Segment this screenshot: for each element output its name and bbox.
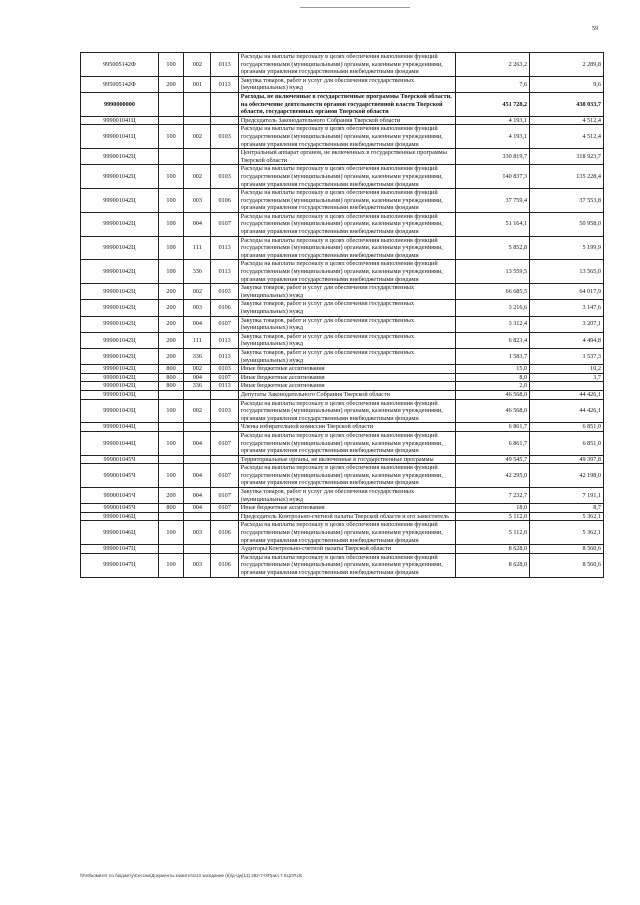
amount-year1-cell: 4 193,1 [456, 116, 530, 125]
description-cell: Иные бюджетные ассигнования [238, 504, 455, 513]
rz-cell: 0106 [211, 189, 238, 213]
vr-cell: 100 [158, 431, 183, 455]
amount-year2-cell: 3 147,6 [530, 300, 604, 316]
amount-year2-cell: 8,7 [530, 504, 604, 513]
table-row [81, 512, 604, 521]
code-cell: 999001041Ц [81, 116, 159, 125]
table-row [81, 521, 604, 545]
amount-year2-cell: 5 199,9 [530, 236, 604, 260]
amount-year2-cell: 7 191,1 [530, 488, 604, 504]
description-cell: Расходы на выплаты персоналу в целях обеспечения выполнения функций государственными (муниципальными) органами, казенными учреждениями, органами управления государственными внебюджетными фондами [238, 236, 455, 260]
amount-year1-cell: 3 216,6 [456, 300, 530, 316]
amount-year1-cell: 2 263,2 [456, 53, 530, 77]
amount-year2-cell: 8 560,6 [530, 553, 604, 577]
table-row [81, 464, 604, 488]
vr-cell: 200 [158, 488, 183, 504]
vr-cell: 100 [158, 399, 183, 423]
table-row [81, 373, 604, 382]
description-cell: Члены избирательной комиссии Тверской области [238, 423, 455, 432]
amount-year2-cell: 37 553,8 [530, 189, 604, 213]
table-row [81, 455, 604, 464]
code-cell: 999001045Ч [81, 488, 159, 504]
description-cell: Иные бюджетные ассигнования [238, 365, 455, 374]
amount-year1-cell: 2,0 [456, 382, 530, 391]
vr-cell [158, 92, 183, 116]
amount-year2-cell: 135 228,4 [530, 165, 604, 189]
amount-year1-cell: 5 112,0 [456, 521, 530, 545]
code-cell: 999001045Ч [81, 455, 159, 464]
code-cell: 995005142Ф [81, 53, 159, 77]
gr-cell: 004 [184, 488, 211, 504]
amount-year1-cell: 37 759,4 [456, 189, 530, 213]
code-cell: 999001045Ч [81, 504, 159, 513]
description-cell: Расходы на выплаты персоналу в целях обеспечения выполнения функций государственными (муниципальными) органами, казенными учреждениями, органами управления государственными внебюджетными фондами [238, 189, 455, 213]
amount-year1-cell: 13 559,5 [456, 260, 530, 284]
amount-year2-cell: 8 560,6 [530, 545, 604, 554]
code-cell: 999001042Ц [81, 373, 159, 382]
gr-cell: 336 [184, 348, 211, 364]
description-cell: Иные бюджетные ассигнования [238, 373, 455, 382]
budget-table-body [81, 53, 604, 578]
code-cell: 999001042Ц [81, 348, 159, 364]
gr-cell [184, 512, 211, 521]
code-cell: 995005142Ф [81, 76, 159, 92]
amount-year2-cell: 49 397,8 [530, 455, 604, 464]
amount-year1-cell: 6 823,4 [456, 332, 530, 348]
amount-year2-cell: 4 494,8 [530, 332, 604, 348]
amount-year1-cell: 8,0 [456, 373, 530, 382]
rz-cell: 0103 [211, 365, 238, 374]
vr-cell [158, 455, 183, 464]
gr-cell [184, 116, 211, 125]
vr-cell: 200 [158, 300, 183, 316]
table-row [81, 212, 604, 236]
rz-cell: 0103 [211, 284, 238, 300]
vr-cell: 800 [158, 365, 183, 374]
vr-cell: 200 [158, 348, 183, 364]
rz-cell: 0113 [211, 260, 238, 284]
amount-year2-cell: 4 512,4 [530, 116, 604, 125]
code-cell: 999001042Ц [81, 365, 159, 374]
amount-year2-cell: 6 851,0 [530, 423, 604, 432]
amount-year2-cell [530, 382, 604, 391]
table-row [81, 382, 604, 391]
description-cell: Расходы на выплаты персоналу в целях обеспечения выполнения функций государственными (муниципальными) органами, казенными учреждениями, органами управления государственными внебюджетными фондами [238, 521, 455, 545]
code-cell: 999001042Ц [81, 189, 159, 213]
gr-cell [184, 92, 211, 116]
gr-cell: 111 [184, 236, 211, 260]
vr-cell: 800 [158, 373, 183, 382]
gr-cell: 336 [184, 382, 211, 391]
amount-year1-cell: 8 628,0 [456, 545, 530, 554]
rz-cell: 0106 [211, 521, 238, 545]
amount-year1-cell: 7 232,7 [456, 488, 530, 504]
gr-cell: 004 [184, 212, 211, 236]
gr-cell [184, 423, 211, 432]
rz-cell: 0103 [211, 125, 238, 149]
gr-cell: 003 [184, 189, 211, 213]
table-row [81, 545, 604, 554]
rz-cell: 0113 [211, 348, 238, 364]
code-cell: 9990000000 [81, 92, 159, 116]
gr-cell: 004 [184, 464, 211, 488]
rz-cell: 0113 [211, 76, 238, 92]
amount-year2-cell: 318 923,7 [530, 149, 604, 165]
rz-cell [211, 116, 238, 125]
gr-cell: 002 [184, 399, 211, 423]
amount-year2-cell: 42 198,0 [530, 464, 604, 488]
description-cell: Расходы на выплаты персоналу в целях обеспечения выполнения функций государственными (муниципальными) органами, казенными учреждениями, органами управления государственными внебюджетными фондами [238, 553, 455, 577]
gr-cell [184, 545, 211, 554]
description-cell: Расходы на выплаты персоналу в целях обеспечения выполнения функций государственными (муниципальными) органами, казенными учреждениями, органами управления государственными внебюджетными фондами [238, 431, 455, 455]
rz-cell: 0106 [211, 300, 238, 316]
table-row [81, 504, 604, 513]
gr-cell [184, 390, 211, 399]
vr-cell: 800 [158, 382, 183, 391]
amount-year2-cell: 3 207,1 [530, 316, 604, 332]
code-cell: 999001043Ц [81, 390, 159, 399]
vr-cell: 800 [158, 504, 183, 513]
description-cell: Закупка товаров, работ и услуг для обеспечения государственных (муниципальных) нужд [238, 284, 455, 300]
rz-cell: 0107 [211, 316, 238, 332]
table-row [81, 300, 604, 316]
description-cell: Закупка товаров, работ и услуг для обеспечения государственных (муниципальных) нужд [238, 488, 455, 504]
vr-cell: 100 [158, 53, 183, 77]
description-cell: Закупка товаров, работ и услуг для обеспечения государственных (муниципальных) нужд [238, 76, 455, 92]
table-row [81, 116, 604, 125]
rz-cell: 0113 [211, 53, 238, 77]
rz-cell [211, 149, 238, 165]
description-cell: Расходы на выплаты персоналу в целях обеспечения выполнения функций государственными (муниципальными) органами, казенными учреждениями, органами управления государственными внебюджетными фондами [238, 165, 455, 189]
gr-cell: 002 [184, 165, 211, 189]
table-row [81, 189, 604, 213]
vr-cell: 100 [158, 553, 183, 577]
description-cell: Закупка товаров, работ и услуг для обеспечения государственных (муниципальных) нужд [238, 332, 455, 348]
rz-cell: 0113 [211, 236, 238, 260]
description-cell: Закупка товаров, работ и услуг для обеспечения государственных (муниципальных) нужд [238, 316, 455, 332]
table-row [81, 149, 604, 165]
rz-cell [211, 390, 238, 399]
description-cell: Закупка товаров, работ и услуг для обеспечения государственных (муниципальных) нужд [238, 348, 455, 364]
amount-year1-cell: 4 193,1 [456, 125, 530, 149]
amount-year1-cell: 3 312,4 [456, 316, 530, 332]
amount-year2-cell: 10,2 [530, 365, 604, 374]
code-cell: 999001042Ц [81, 260, 159, 284]
description-cell: Депутаты Законодательного Собрания Тверской области [238, 390, 455, 399]
description-cell: Председатель Законодательного Собрания Тверской области [238, 116, 455, 125]
code-cell: 999001045Ч [81, 464, 159, 488]
vr-cell: 200 [158, 316, 183, 332]
vr-cell [158, 116, 183, 125]
rz-cell: 0107 [211, 488, 238, 504]
table-row [81, 284, 604, 300]
gr-cell: 004 [184, 504, 211, 513]
amount-year2-cell: 438 033,7 [530, 92, 604, 116]
gr-cell: 004 [184, 431, 211, 455]
description-cell: Центральный аппарат органов, не включенных в государственные программы Тверской области [238, 149, 455, 165]
amount-year2-cell: 13 565,0 [530, 260, 604, 284]
amount-year2-cell: 5 362,1 [530, 512, 604, 521]
budget-table [80, 52, 604, 578]
code-cell: 999001041Ц [81, 125, 159, 149]
amount-year1-cell: 330 819,7 [456, 149, 530, 165]
amount-year1-cell: 46 568,0 [456, 390, 530, 399]
amount-year1-cell: 15,0 [456, 365, 530, 374]
rz-cell: 0103 [211, 165, 238, 189]
amount-year2-cell: 5 362,1 [530, 521, 604, 545]
description-cell: Расходы на выплаты персоналу в целях обеспечения выполнения функций государственными (муниципальными) органами, казенными учреждениями, органами управления государственными внебюджетными фондами [238, 464, 455, 488]
vr-cell: 100 [158, 521, 183, 545]
code-cell: 999001042Ц [81, 300, 159, 316]
amount-year1-cell: 18,0 [456, 504, 530, 513]
amount-year1-cell: 5 112,0 [456, 512, 530, 521]
vr-cell: 100 [158, 236, 183, 260]
vr-cell [158, 149, 183, 165]
scan-edge-line [300, 7, 410, 8]
table-row [81, 165, 604, 189]
code-cell: 999001042Ц [81, 212, 159, 236]
rz-cell [211, 92, 238, 116]
gr-cell: 111 [184, 332, 211, 348]
code-cell: 999001047Ц [81, 553, 159, 577]
gr-cell: 002 [184, 284, 211, 300]
code-cell: 999001042Ц [81, 284, 159, 300]
gr-cell: 336 [184, 260, 211, 284]
code-cell: 999001046Ц [81, 521, 159, 545]
gr-cell [184, 149, 211, 165]
amount-year1-cell: 5 852,8 [456, 236, 530, 260]
description-cell: Расходы, не включенные в государственные программы Тверской области, на обеспечение деятельности органов государственной власти Тверской области, государственных органов Тверской области [238, 92, 455, 116]
vr-cell: 100 [158, 189, 183, 213]
rz-cell: 0113 [211, 332, 238, 348]
amount-year2-cell: 3,7 [530, 373, 604, 382]
table-row [81, 348, 604, 364]
rz-cell [211, 455, 238, 464]
gr-cell: 003 [184, 521, 211, 545]
vr-cell [158, 423, 183, 432]
table-row [81, 399, 604, 423]
table-row [81, 92, 604, 116]
code-cell: 999001042Ц [81, 382, 159, 391]
table-row [81, 553, 604, 577]
description-cell: Расходы на выплаты персоналу в целях обеспечения выполнения функций государственными (муниципальными) органами, казенными учреждениями, органами управления государственными внебюджетными фондами [238, 125, 455, 149]
rz-cell: 0113 [211, 382, 238, 391]
table-row [81, 76, 604, 92]
amount-year1-cell: 8 628,0 [456, 553, 530, 577]
vr-cell: 200 [158, 76, 183, 92]
amount-year1-cell: 1 583,7 [456, 348, 530, 364]
amount-year2-cell: 4 512,4 [530, 125, 604, 149]
description-cell: Аудиторы Контрольно-счетной палаты Тверской области [238, 545, 455, 554]
description-cell: Расходы на выплаты персоналу в целях обеспечения выполнения функций государственными (муниципальными) органами, казенными учреждениями, органами управления государственными внебюджетными фондами [238, 260, 455, 284]
table-row [81, 365, 604, 374]
description-cell: Председатель Контрольно-счетной палаты Тверской области и его заместитель [238, 512, 455, 521]
page-number: 59 [592, 26, 598, 32]
gr-cell: 003 [184, 300, 211, 316]
description-cell: Территориальные органы, не включенные в государственные программы [238, 455, 455, 464]
vr-cell [158, 545, 183, 554]
rz-cell [211, 423, 238, 432]
amount-year2-cell: 44 426,1 [530, 390, 604, 399]
rz-cell: 0107 [211, 431, 238, 455]
amount-year1-cell: 140 837,3 [456, 165, 530, 189]
vr-cell: 100 [158, 464, 183, 488]
table-row [81, 53, 604, 77]
file-path-footer: \\Fs0\комитет по бюджету\Сессии\Документы комитета\13 заседание (5)\д-\дк(13) 282-7-0\Прил 7 КЦСР.xls [80, 873, 303, 878]
amount-year2-cell: 64 017,9 [530, 284, 604, 300]
code-cell: 999001042Ц [81, 236, 159, 260]
rz-cell: 0107 [211, 504, 238, 513]
amount-year1-cell: 51 164,1 [456, 212, 530, 236]
code-cell: 999001042Ц [81, 316, 159, 332]
vr-cell: 200 [158, 284, 183, 300]
amount-year2-cell: 44 426,1 [530, 399, 604, 423]
code-cell: 999001044Ц [81, 423, 159, 432]
vr-cell: 100 [158, 260, 183, 284]
table-row [81, 260, 604, 284]
gr-cell: 004 [184, 316, 211, 332]
rz-cell: 0103 [211, 399, 238, 423]
description-cell: Расходы на выплаты персоналу в целях обеспечения выполнения функций государственными (муниципальными) органами, казенными учреждениями, органами управления государственными внебюджетными фондами [238, 399, 455, 423]
amount-year2-cell: 2 289,8 [530, 53, 604, 77]
gr-cell [184, 455, 211, 464]
table-row [81, 236, 604, 260]
gr-cell: 001 [184, 76, 211, 92]
code-cell: 999001046Ц [81, 512, 159, 521]
amount-year1-cell: 451 728,2 [456, 92, 530, 116]
description-cell: Закупка товаров, работ и услуг для обеспечения государственных (муниципальных) нужд [238, 300, 455, 316]
vr-cell [158, 512, 183, 521]
amount-year2-cell: 6 851,0 [530, 431, 604, 455]
rz-cell: 0107 [211, 464, 238, 488]
description-cell: Расходы на выплаты персоналу в целях обеспечения выполнения функций государственными (муниципальными) органами, казенными учреждениями, органами управления государственными внебюджетными фондами [238, 53, 455, 77]
gr-cell: 002 [184, 53, 211, 77]
amount-year1-cell: 42 295,0 [456, 464, 530, 488]
amount-year1-cell: 6 861,7 [456, 431, 530, 455]
vr-cell: 100 [158, 212, 183, 236]
code-cell: 999001044Ц [81, 431, 159, 455]
vr-cell: 200 [158, 332, 183, 348]
amount-year1-cell: 49 545,7 [456, 455, 530, 464]
code-cell: 999001042Ц [81, 149, 159, 165]
gr-cell: 004 [184, 373, 211, 382]
table-row [81, 423, 604, 432]
code-cell: 999001042Ц [81, 332, 159, 348]
table-row [81, 332, 604, 348]
vr-cell [158, 390, 183, 399]
rz-cell: 0106 [211, 553, 238, 577]
rz-cell [211, 545, 238, 554]
table-row [81, 488, 604, 504]
description-cell: Расходы на выплаты персоналу в целях обеспечения выполнения функций государственными (муниципальными) органами, казенными учреждениями, органами управления государственными внебюджетными фондами [238, 212, 455, 236]
amount-year1-cell: 46 568,0 [456, 399, 530, 423]
rz-cell: 0107 [211, 373, 238, 382]
description-cell: Иные бюджетные ассигнования [238, 382, 455, 391]
vr-cell: 100 [158, 165, 183, 189]
code-cell: 999001047Ц [81, 545, 159, 554]
vr-cell: 100 [158, 125, 183, 149]
gr-cell: 002 [184, 125, 211, 149]
code-cell: 999001042Ц [81, 165, 159, 189]
table-row [81, 125, 604, 149]
rz-cell [211, 512, 238, 521]
amount-year2-cell: 9,6 [530, 76, 604, 92]
amount-year1-cell: 7,6 [456, 76, 530, 92]
gr-cell: 003 [184, 553, 211, 577]
table-row [81, 316, 604, 332]
amount-year2-cell: 1 537,3 [530, 348, 604, 364]
gr-cell: 002 [184, 365, 211, 374]
amount-year2-cell: 50 958,0 [530, 212, 604, 236]
table-row [81, 390, 604, 399]
code-cell: 999001043Ц [81, 399, 159, 423]
table-row [81, 431, 604, 455]
amount-year1-cell: 6 861,7 [456, 423, 530, 432]
rz-cell: 0107 [211, 212, 238, 236]
amount-year1-cell: 66 685,5 [456, 284, 530, 300]
